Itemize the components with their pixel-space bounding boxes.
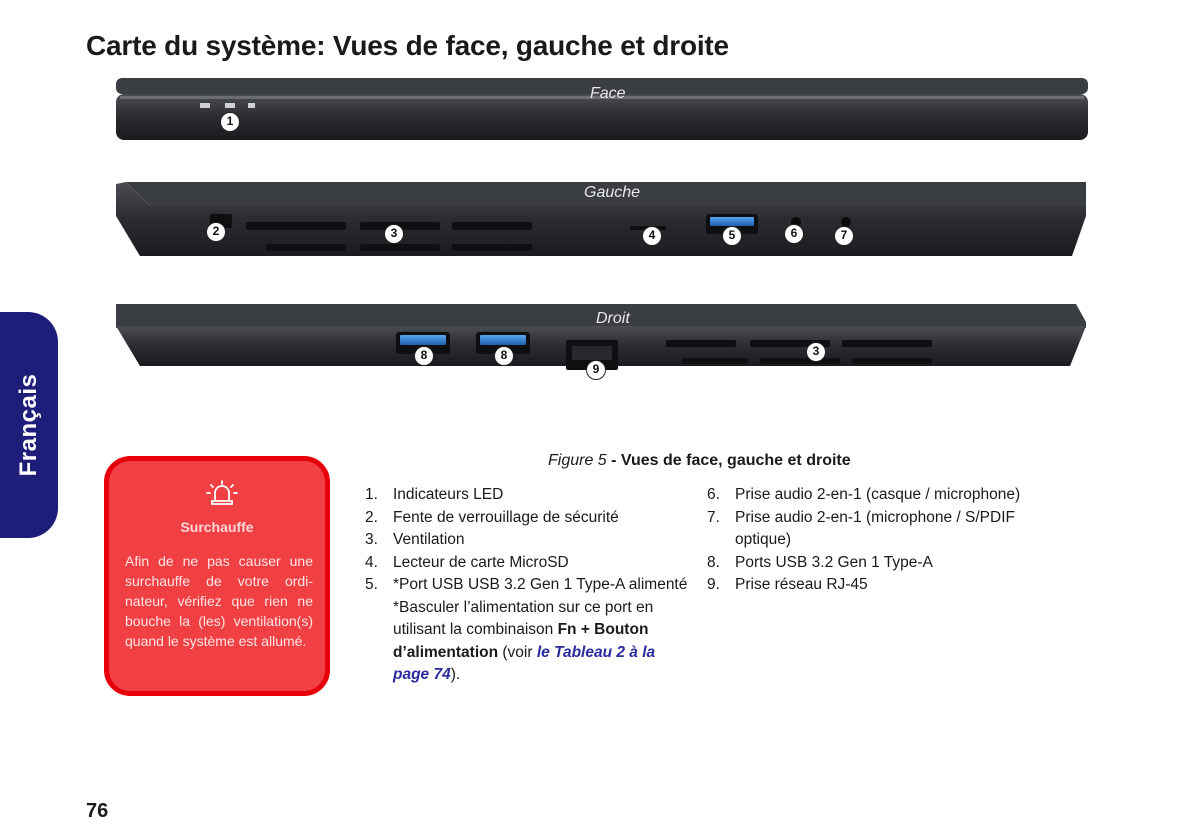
figure-caption [548,452,851,470]
callout-usb-port-a: 8 [414,346,434,366]
figure-title: - Vues de face, gauche et droite [611,452,851,469]
callout-rj45: 9 [586,360,606,380]
legend-list-left [365,484,695,687]
list-item: 2. Fente de verrouillage de sécurité [365,508,619,526]
language-tab [0,312,58,538]
language-tab-label: Français [15,373,42,477]
table-reference-link[interactable]: le Tableau 2 à la page 74 [393,643,656,683]
legend-list-right [707,484,1067,597]
warning-title: Surchauffe [180,519,254,535]
list-item: 6. Prise audio 2-en-1 (casque / microphone) [707,486,1021,503]
callout-microsd: 4 [642,226,662,246]
figure-number: Figure 5 [548,452,607,469]
callout-audio-mic: 7 [834,226,854,246]
warning-text: Afin de ne pas causer une surchauffe de votre ordinateur, vérifiez que rien ne bouche la (les) ventilation(s) quand le système est allumé. [125,553,313,649]
list-item: 8. Ports USB 3.2 Gen 1 Type-A [707,553,933,571]
usb-power-note: *Basculer l’alimentation sur ce port en utilisant la combinaison [393,598,654,638]
overheating-warning [104,456,330,696]
list-item: 4. Lecteur de carte MicroSD [365,553,569,571]
list-item: 7. Prise audio 2-en-1 (microphone / S/PDIF optique) [707,508,1015,548]
callout-powered-usb: 5 [722,226,742,246]
laptop-illustration [110,76,1090,386]
right-view-label: Droit [596,310,630,327]
alarm-icon [205,479,239,509]
page-number: 76 [86,800,109,822]
laptop-views-figure [110,76,1090,386]
list-item: 3. Ventilation [365,531,465,548]
callout-left-vent: 3 [384,224,404,244]
callout-audio-headset: 6 [784,224,804,244]
list-item: 9. Prise réseau RJ-45 [707,576,868,593]
page-title: Carte du système: Vues de face, gauche et droite [86,30,729,61]
callout-led-indicators: 1 [220,112,240,132]
list-item: 5. *Port USB USB 3.2 Gen 1 Type-A alimenté *Basculer l’alimentation sur ce port en utilisant la combinaison Fn + Bouton d’alimentation (voir le Tableau 2 à la page 74). [365,576,688,683]
callout-usb-port-b: 8 [494,346,514,366]
left-view-label: Gauche [584,184,641,201]
list-item: 1. Indicateurs LED [365,486,504,503]
key-combination: Fn + Bouton d’alimentation [393,621,649,661]
callout-security-slot: 2 [206,222,226,242]
callout-right-vent: 3 [806,342,826,362]
front-view-label: Face [590,85,626,102]
